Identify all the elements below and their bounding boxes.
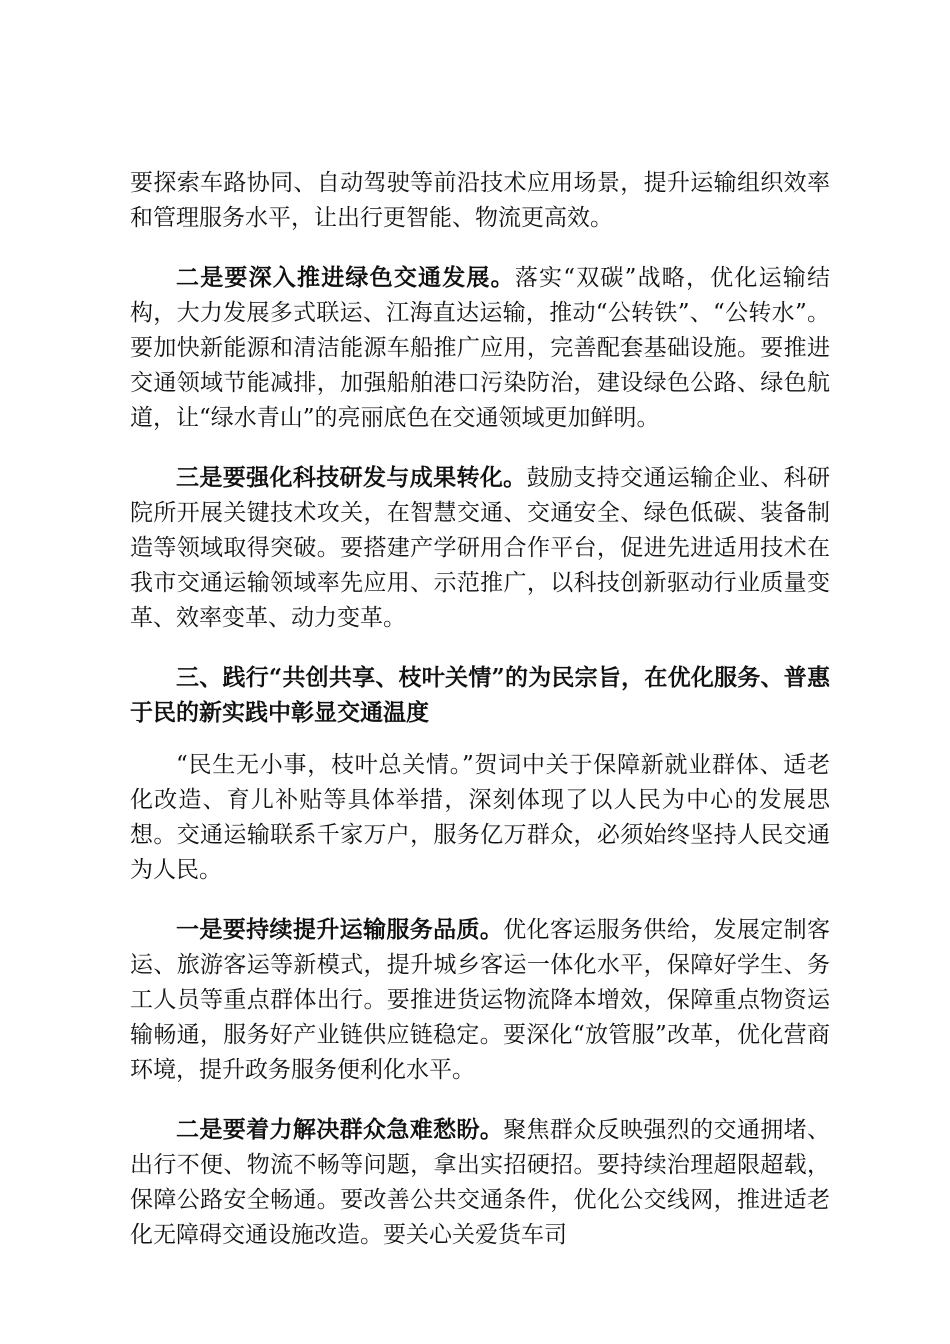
paragraph-text: “民生无小事，枝叶总关情。”贺词中关于保障新就业群体、适老化改造、育儿补贴等具体举措，深刻体现了以人民为中心的发展思想。交通运输联系千家万户，服务亿万群众，必须始终坚持人民交通为人民。 — [130, 752, 830, 883]
section-heading: 三、践行“共创共享、枝叶关情”的为民宗旨，在优化服务、普惠于民的新实践中彰显交通温度 — [130, 664, 830, 726]
paragraph-lead: 一是要持续提升运输服务品质。 — [176, 916, 504, 943]
paragraph-public-concerns — [130, 1112, 830, 1253]
paragraph-text: 要探索车路协同、自动驾驶等前沿技术应用场景，提升运输组织效率和管理服务水平，让出行更智能、物流更高效。 — [130, 170, 830, 231]
paragraph-text: 聚焦群众反映强烈的交通拥堵、出行不便、物流不畅等问题，拿出实招硬招。要持续治理超限超载，保障公路安全畅通。要改善公共交通条件，优化公交线网，推进适老化无障碍交通设施改造。要关心关爱货车司 — [130, 1117, 831, 1248]
paragraph-continued — [130, 166, 830, 236]
paragraph-green-transport — [130, 260, 830, 436]
paragraph-text: 落实“双碳”战略，优化运输结构，大力发展多式联运、江海直达运输，推动“公转铁”、“公转水”。要加快新能源和清洁能源车船推广应用，完善配套基础设施。要推进交通领域节能减排，加强船舶港口污染防治，建设绿色公路、绿色航道，让“绿水青山”的亮丽底色在交通领域更加鲜明。 — [130, 265, 830, 431]
document-page — [130, 166, 830, 1277]
paragraph-lead: 二是要深入推进绿色交通发展。 — [176, 264, 515, 291]
paragraph-lead: 三是要强化科技研发与成果转化。 — [176, 464, 527, 491]
paragraph-lead: 二是要着力解决群众急难愁盼。 — [176, 1116, 504, 1143]
paragraph-livelihood — [130, 748, 830, 888]
paragraph-text: 优化客运服务供给，发展定制客运、旅游客运等新模式，提升城乡客运一体化水平，保障好学生、务工人员等重点群体出行。要推进货运物流降本增效，保障重点物资运输畅通，服务好产业链供应链稳定。要深化“放管服”改革，优化营商环境，提升政务服务便利化水平。 — [130, 917, 831, 1083]
paragraph-tech-research — [130, 460, 830, 636]
paragraph-text: 鼓励支持交通运输企业、科研院所开展关键技术攻关，在智慧交通、交通安全、绿色低碳、装备制造等领域取得突破。要搭建产学研用合作平台，促进先进适用技术在我市交通运输领域率先应用、示范推广，以科技创新驱动行业质量变革、效率变革、动力变革。 — [130, 465, 831, 631]
paragraph-service-quality — [130, 912, 830, 1088]
